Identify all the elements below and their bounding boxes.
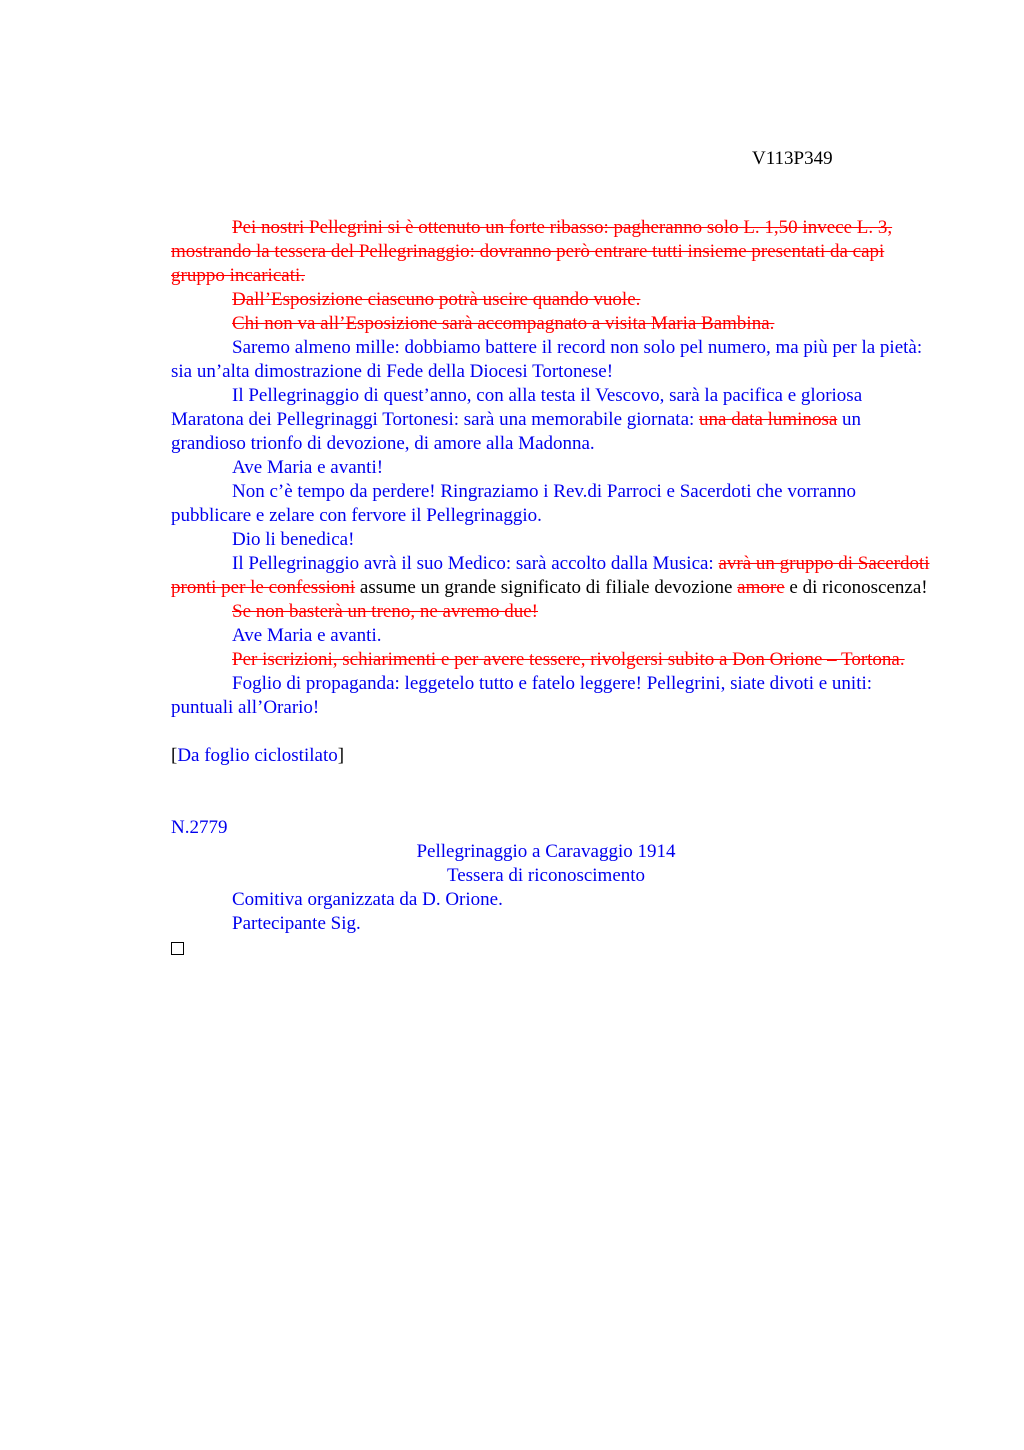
card-organizer: Comitiva organizzata da D. Orione. (232, 889, 503, 910)
text-segment: Il Pellegrinaggio di quest’anno, con alla testa il Vescovo, sarà la pacifica e gloriosa Maratona dei Pellegrinaggi Tortonesi: sarà una memorabile giornata: (171, 385, 863, 430)
spacer (171, 768, 931, 816)
paragraph-propaganda: Foglio di propaganda: leggetelo tutto e fatelo leggere! Pellegrini, siate divoti e uniti: puntuali all’Orario! (171, 673, 873, 718)
original-segment: assume un grande significato di filiale devozione (355, 577, 738, 598)
original-segment: e di riconoscenza! (784, 577, 928, 598)
text-segment: Il Pellegrinaggio avrà il suo Medico: sarà accolto dalla Musica: (232, 553, 719, 574)
paragraph-deleted-registration: Per iscrizioni, schiarimenti e per avere tessere, rivolgersi subito a Don Orione – Tortona. (232, 649, 905, 670)
paragraph-blessing: Dio li benedica! (232, 529, 355, 550)
card-subtitle: Tessera di riconoscimento (446, 865, 646, 886)
paragraph-medico (171, 552, 931, 600)
bracket-close: ] (337, 745, 345, 766)
paragraph-ave-maria: Ave Maria e avanti! (232, 457, 384, 478)
paragraph-deleted-discount: Pei nostri Pellegrini si è ottenuto un forte ribasso: pagheranno solo L. 1,50 invece L. 3, mostrando la tessera del Pellegrinaggio: dovranno però entrare tutti insieme presentati da capi gruppo incaricati. (171, 217, 893, 286)
paragraph-maratona (171, 384, 931, 456)
document-body (171, 216, 931, 955)
checkbox-square-icon (171, 942, 184, 955)
deleted-segment: avrà un gruppo di Sacerdoti pronti per le confessioni (171, 553, 930, 598)
source-text: Da foglio ciclostilato (177, 745, 338, 766)
card-participant: Partecipante Sig. (232, 913, 361, 934)
reference-code: V113P349 (752, 148, 833, 169)
paragraph-deleted-exit: Dall’Esposizione ciascuno potrà uscire quando vuole. (232, 289, 641, 310)
card-title: Pellegrinaggio a Caravaggio 1914 (416, 841, 676, 862)
paragraph-no-time: Non c’è tempo da perdere! Ringraziamo i Rev.di Parroci e Sacerdoti che vorranno pubblicare e zelare con fervore il Pellegrinaggio. (171, 481, 856, 526)
paragraph-ave-maria-2: Ave Maria e avanti. (232, 625, 382, 646)
deleted-segment: amore (737, 577, 785, 598)
spacer (171, 720, 931, 744)
paragraph-deleted-train: Se non basterà un treno, ne avremo due! (232, 601, 539, 622)
text-segment: un grandioso trionfo di devozione, di amore alla Madonna. (171, 409, 862, 454)
source-note (171, 744, 931, 768)
bracket-open: [ (171, 745, 178, 766)
deleted-segment: una data luminosa (699, 409, 838, 430)
card-number: N.2779 (171, 817, 228, 838)
paragraph-thousand: Saremo almeno mille: dobbiamo battere il record non solo pel numero, ma più per la pietà: sia un’alta dimostrazione di Fede della Diocesi Tortonese! (171, 337, 923, 382)
paragraph-deleted-visit: Chi non va all’Esposizione sarà accompagnato a visita Maria Bambina. (232, 313, 775, 334)
